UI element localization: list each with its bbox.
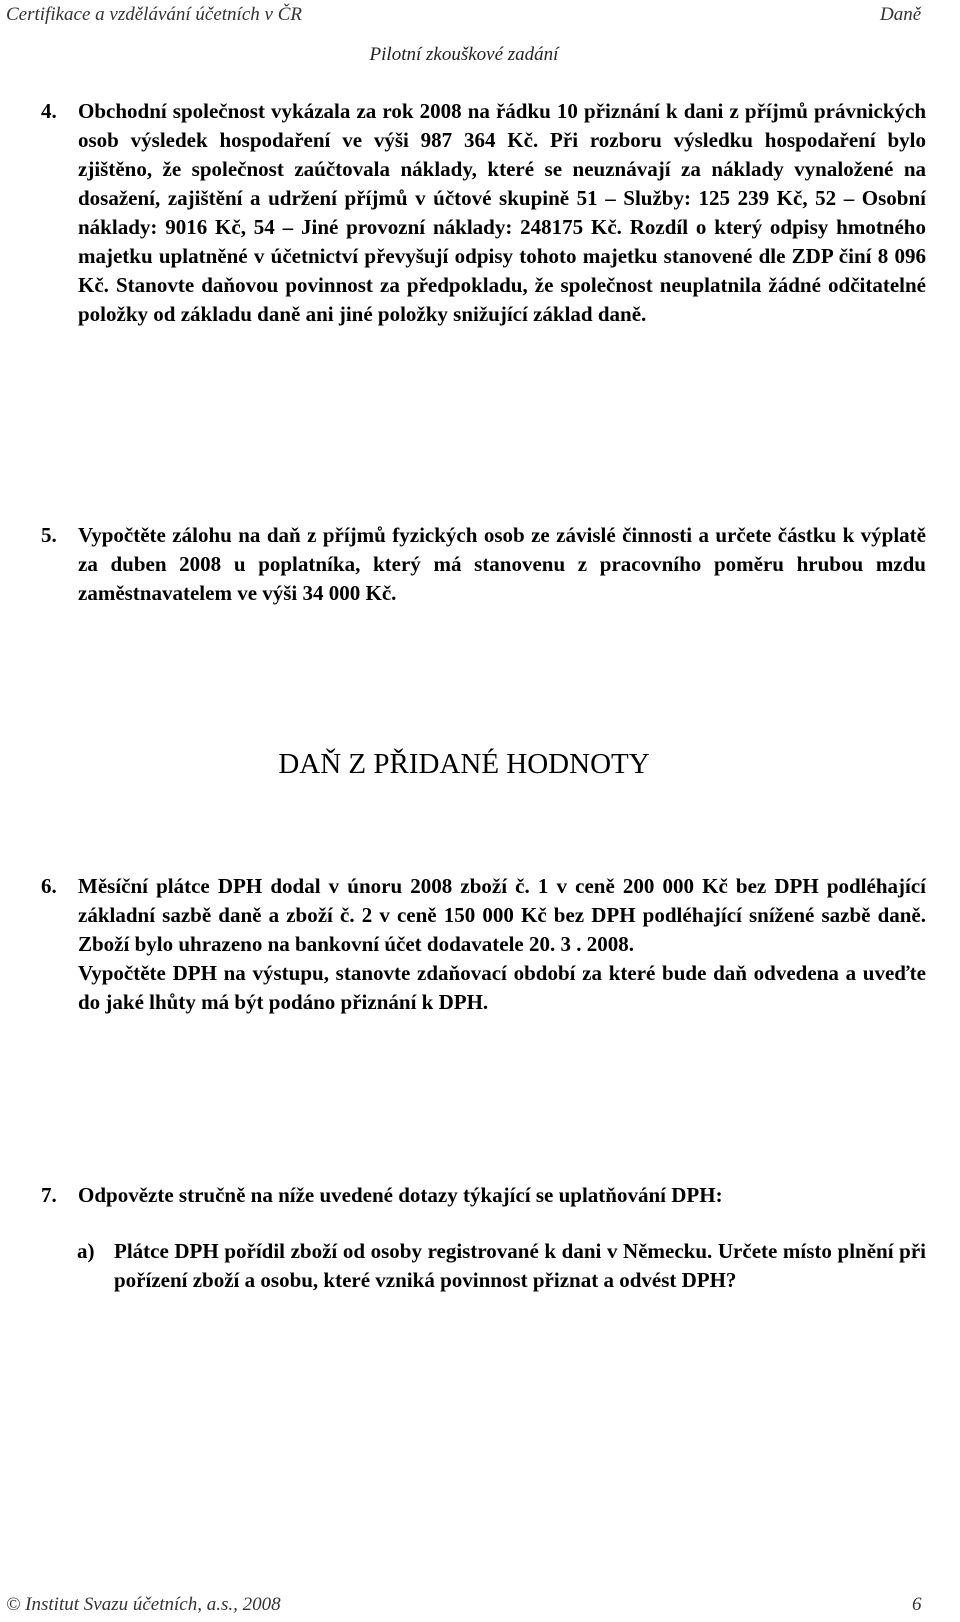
question-7a-text: Plátce DPH pořídil zboží od osoby registrované k dani v Německu. Určete místo plnění při pořízení zboží a osobu, které vzniká povinnost přiznat a odvést DPH? [114,1239,926,1292]
question-6-text-1: Měsíční plátce DPH dodal v únoru 2008 zboží č. 1 v ceně 200 000 Kč bez DPH podléhající základní sazbě daně a zboží č. 2 v ceně 150 000 Kč bez DPH podléhající snížené sazbě daně. Zboží bylo uhrazeno na bankovní účet dodavatele 20. 3 . 2008. [78,874,926,956]
section-heading: DAŇ Z PŘIDANÉ HODNOTY [278,748,650,780]
question-6-number: 6. [41,874,57,898]
question-7a-label: a) [77,1239,95,1263]
question-5 [41,521,926,608]
question-5-number: 5. [41,523,57,547]
page-subtitle: Pilotní zkouškové zadání [369,44,559,65]
footer-copyright: © Institut Svazu účetních, a.s., 2008 [6,1594,281,1615]
question-7-number: 7. [41,1183,57,1207]
question-6 [41,872,926,1017]
question-7-text: Odpovězte stručně na níže uvedené dotazy týkající se uplatňování DPH: [78,1183,723,1207]
header-title: Certifikace a vzdělávání účetních v ČR [6,4,302,25]
header-subject: Daně [880,4,922,25]
question-4-number: 4. [41,99,57,123]
question-6-text-2: Vypočtěte DPH na výstupu, stanovte zdaňovací období za které bude daň odvedena a uveďte do jaké lhůty má být podáno přiznání k DPH. [78,961,926,1014]
footer-page-number: 6 [912,1594,922,1615]
question-5-text: Vypočtěte zálohu na daň z příjmů fyzických osob ze závislé činnosti a určete částku k výplatě za duben 2008 u poplatníka, který má stanovenu z pracovního poměru hrubou mzdu zaměstnavatelem ve výši 34 000 Kč. [78,523,926,605]
question-4 [41,97,926,329]
question-4-text: Obchodní společnost vykázala za rok 2008 na řádku 10 přiznání k dani z příjmů právnických osob výsledek hospodaření ve výši 987 364 Kč. Při rozboru výsledku hospodaření bylo zjištěno, že společnost zaúčtovala náklady, které se neuznávají za náklady vynaložené na dosažení, zajištění a udržení příjmů v účtové skupině 51 – Služby: 125 239 Kč, 52 – Osobní náklady: 9016 Kč, 54 – Jiné provozní náklady: 248175 Kč. Rozdíl o který odpisy hmotného majetku uplatněné v účetnictví převyšují odpisy tohoto majetku stanovené dle ZDP činí 8 096 Kč. Stanovte daňovou povinnost za předpokladu, že společnost neuplatnila žádné odčitatelné položky od základu daně ani jiné položky snižující základ daně. [78,99,926,326]
question-7 [41,1181,926,1210]
question-7a [77,1237,926,1295]
